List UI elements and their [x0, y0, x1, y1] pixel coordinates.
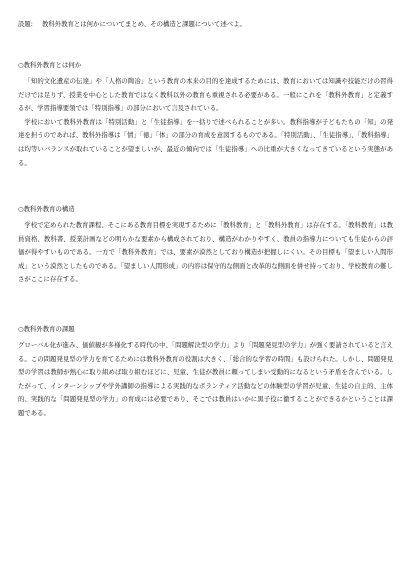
section-heading: ○教科外教育の構造	[18, 205, 75, 213]
section-structure	[18, 205, 393, 287]
prompt-label: 設題:	[18, 20, 33, 28]
prompt-text: 教科外教育とは何かについてまとめ、その構造と課題について述べよ。	[41, 20, 246, 28]
paragraph: 学校で定められた教育課程、そこにある教育目標を実現するために「教科教育」と「教科外教育」は存在する。「教科教育」は教員資格、教科書、授業計画などの明らかな要素から構成されており、構造がわかりやすく、教員の指導力についても生徒からの評価が得やすいものである。一方で「教科外教育」では、要素が漠然としており構造が把握しにくい。その目標も「望ましい人間形成」という漠然としたものである。「望ましい人間形成」の内容は保守的な側面と改革的な側面を併せ持っており、学校教育の難しさがここに存在する。	[18, 221, 393, 284]
assignment-prompt	[18, 20, 393, 29]
section-heading: ○教科外教育の課題	[18, 325, 75, 333]
section-heading: ○教科外教育とは何か	[18, 61, 82, 69]
section-challenges	[18, 325, 393, 421]
section-what-is-extracurricular	[18, 61, 393, 170]
paragraph: グローバル化が進み、価値観が多様化する時代の中、「問題解決型の学力」より「問題発見型の学力」が強く要請されていると言える。この問題発見型の学力を育てるためには教科外教育の役割は大きく、「総合的な学習の時間」も設けられた。しかし、問題発見型の学習は教師が熱心に取り組めば取り組むほどに、児童、生徒が教員に頼ってしまい受動的になるという矛盾を含んでいる。したがって、インターンシップや学外講師の指導による実践的なボランティア活動などの体験型の学習が児童、生徒の自主的、主体的、実践的な「問題発見型の学力」の育成には必要であり、そこでは教員はいかに黒子役に徹することができるかということは課題である。	[18, 341, 393, 417]
paragraph: 「知的文化遺産の伝達」や「人格の陶冶」という教育の本来の目的を達成するためには、教育においては知識や技能だけの習得だけでは足りず、授業を中心とした教育ではなく教科以外の教育も重視される必要がある。一般にこれを「教科外教育」と定義するが、学習指導要領では「特別指導」の部分において言及されている。	[18, 77, 393, 113]
paragraph: 学校において教科外教育は「特別活動」と「生徒指導」を一括りで述べられることが多い。教科指導が子どもたちの「知」の発達を担うのであれば、教科外指導は「情」「徳」「体」の部分の育成を意図するものである。「特別活動」、「生徒指導」、「教科指導」は均等いバランスが取れていることが望ましいが、最近の傾向では「生徒指導」への比重が大きくなってきているという実態がある。	[18, 117, 393, 167]
